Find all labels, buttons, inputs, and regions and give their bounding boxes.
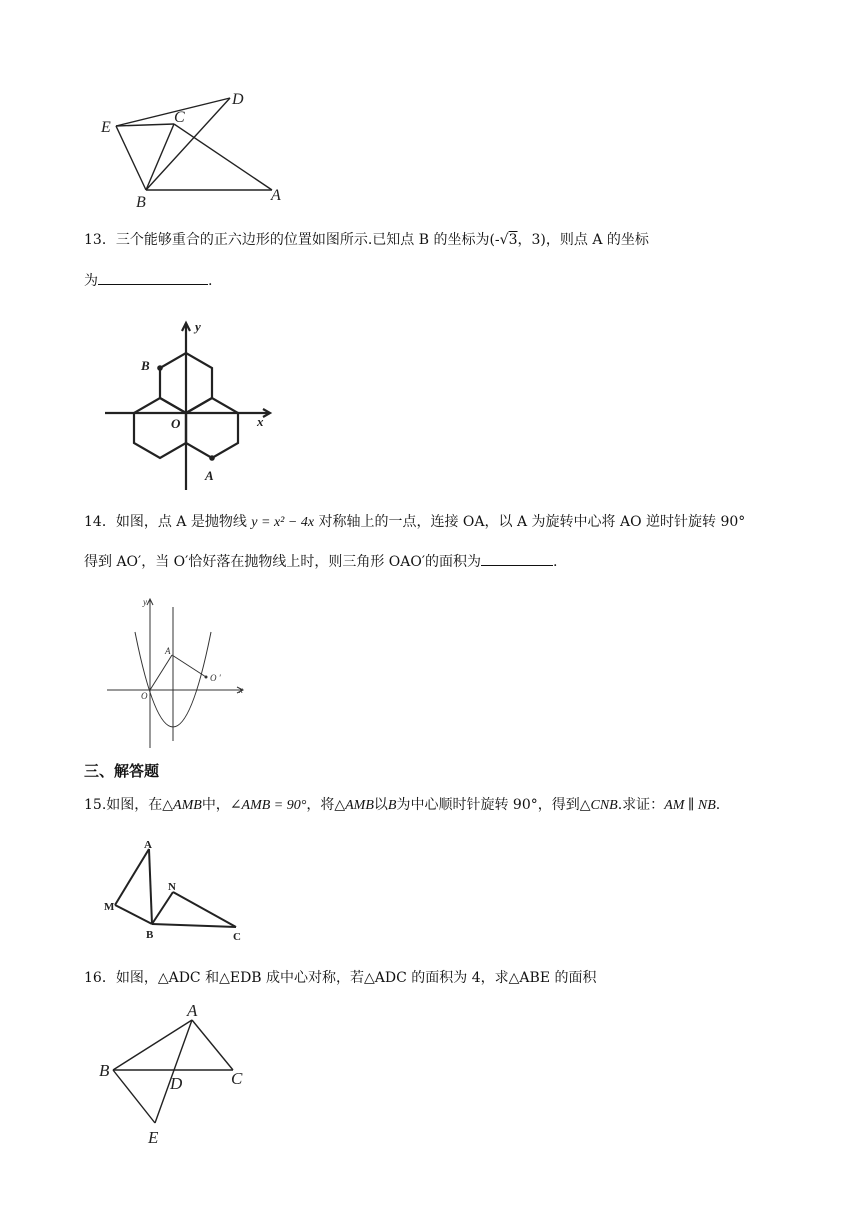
q15-tri-3: △CNB	[579, 798, 618, 813]
q15-angle: ∠AMB = 90°	[229, 798, 307, 813]
label-D: D	[232, 91, 244, 108]
figure-q14	[103, 593, 253, 748]
sqrt-symbol: √	[499, 232, 509, 248]
label-N: N	[168, 881, 176, 893]
label-E: E	[101, 119, 111, 136]
q13-text-after: ，3)，则点 A 的坐标	[517, 232, 649, 248]
q15-tri-2: △AMB	[334, 798, 374, 813]
q13-number: 13．	[84, 232, 116, 248]
label-B: B	[136, 194, 146, 211]
segment-OA	[150, 655, 172, 690]
figure-q15	[100, 832, 260, 947]
figure-q16	[96, 998, 256, 1148]
label-D: D	[170, 1074, 183, 1093]
q14-number: 14．	[84, 514, 116, 530]
label-C: C	[231, 1069, 243, 1088]
answer-blank	[481, 551, 553, 566]
q16-number: 16．	[84, 970, 116, 986]
q15-text-part: 如图，在	[106, 797, 163, 813]
point-B	[157, 365, 163, 371]
segment-EB	[116, 126, 146, 190]
q15-proof: AM ∥ NB	[664, 798, 716, 813]
label-M: M	[104, 901, 115, 913]
segment-BC	[146, 124, 174, 190]
label-y: y	[143, 597, 147, 607]
q15-text-part: 以	[373, 797, 388, 813]
q13-prefix: 为	[84, 273, 98, 289]
q15-center-B: B	[387, 798, 397, 813]
q16-text	[84, 968, 597, 988]
label-A: A	[144, 839, 152, 851]
q14-suffix: .	[553, 554, 558, 570]
segment-CA	[174, 124, 272, 190]
label-x: x	[239, 685, 243, 695]
segment-AB	[149, 849, 152, 924]
label-E: E	[148, 1128, 159, 1147]
segment-NB	[152, 892, 173, 924]
q15-text-part: ，将	[306, 797, 335, 813]
q15-text-part: .求证：	[617, 797, 665, 813]
segment-NC	[173, 892, 236, 927]
label-O: O	[141, 691, 148, 701]
label-A: A	[165, 646, 171, 656]
segment-AM	[115, 849, 149, 905]
figure-q13	[105, 318, 280, 493]
segment-ED	[116, 98, 230, 126]
sqrt-argument: 3	[508, 232, 518, 248]
label-O: O	[171, 416, 181, 431]
q16-body: 如图，△ADC 和△EDB 成中心对称，若△ADC 的面积为 4，求△ABE 的面积	[115, 970, 597, 986]
segment-AO-prime	[172, 655, 206, 677]
label-A: A	[187, 1001, 198, 1020]
q14-formula: y = x² − 4x	[251, 515, 315, 530]
label-C: C	[174, 109, 185, 126]
label-B: B	[141, 358, 150, 373]
q14-text-b: 对称轴上的一点，连接 OA，以 A 为旋转中心将 AO 逆时针旋转 90°	[318, 514, 746, 530]
q15-text-part: .	[715, 797, 721, 813]
q15-number: 15.	[84, 797, 107, 813]
q14-text-a: 如图，点 A 是抛物线	[115, 514, 247, 530]
segment-AE	[155, 1020, 192, 1123]
q15-text	[84, 795, 720, 816]
label-O-prime: O ′	[210, 673, 221, 683]
label-x: x	[257, 414, 264, 429]
segment-BE	[113, 1070, 155, 1123]
answer-blank	[98, 270, 208, 285]
figure-q12	[96, 86, 286, 211]
q14-line2	[84, 551, 557, 572]
label-C: C	[233, 931, 241, 943]
label-A: A	[271, 187, 281, 204]
point-O-prime	[205, 676, 208, 679]
q13-line1	[84, 230, 649, 250]
q13-line2	[84, 270, 212, 291]
q13-text-before: 三个能够重合的正六边形的位置如图所示.已知点 B 的坐标为(-	[115, 232, 500, 248]
label-B: B	[146, 929, 154, 941]
segment-BD	[146, 98, 230, 190]
q15-text-part: 为中心顺时针旋转 90°，得到	[396, 797, 580, 813]
section-title: 三、解答题	[84, 762, 160, 780]
label-B: B	[99, 1061, 110, 1080]
hexagon-right	[186, 398, 238, 458]
q14-line1	[84, 512, 745, 533]
point-A	[209, 455, 215, 461]
q13-suffix: .	[208, 273, 213, 289]
segment-BC	[152, 924, 236, 927]
segment-MB	[115, 905, 152, 924]
q14-text-c: 得到 AO′，当 O′恰好落在抛物线上时，则三角形 OAO′的面积为	[84, 554, 482, 570]
q15-tri-1: △AMB	[162, 798, 202, 813]
segment-AC	[192, 1020, 233, 1070]
label-y: y	[195, 319, 201, 334]
label-A: A	[205, 468, 214, 483]
q15-text-part: 中，	[201, 797, 230, 813]
segment-AB	[113, 1020, 192, 1070]
